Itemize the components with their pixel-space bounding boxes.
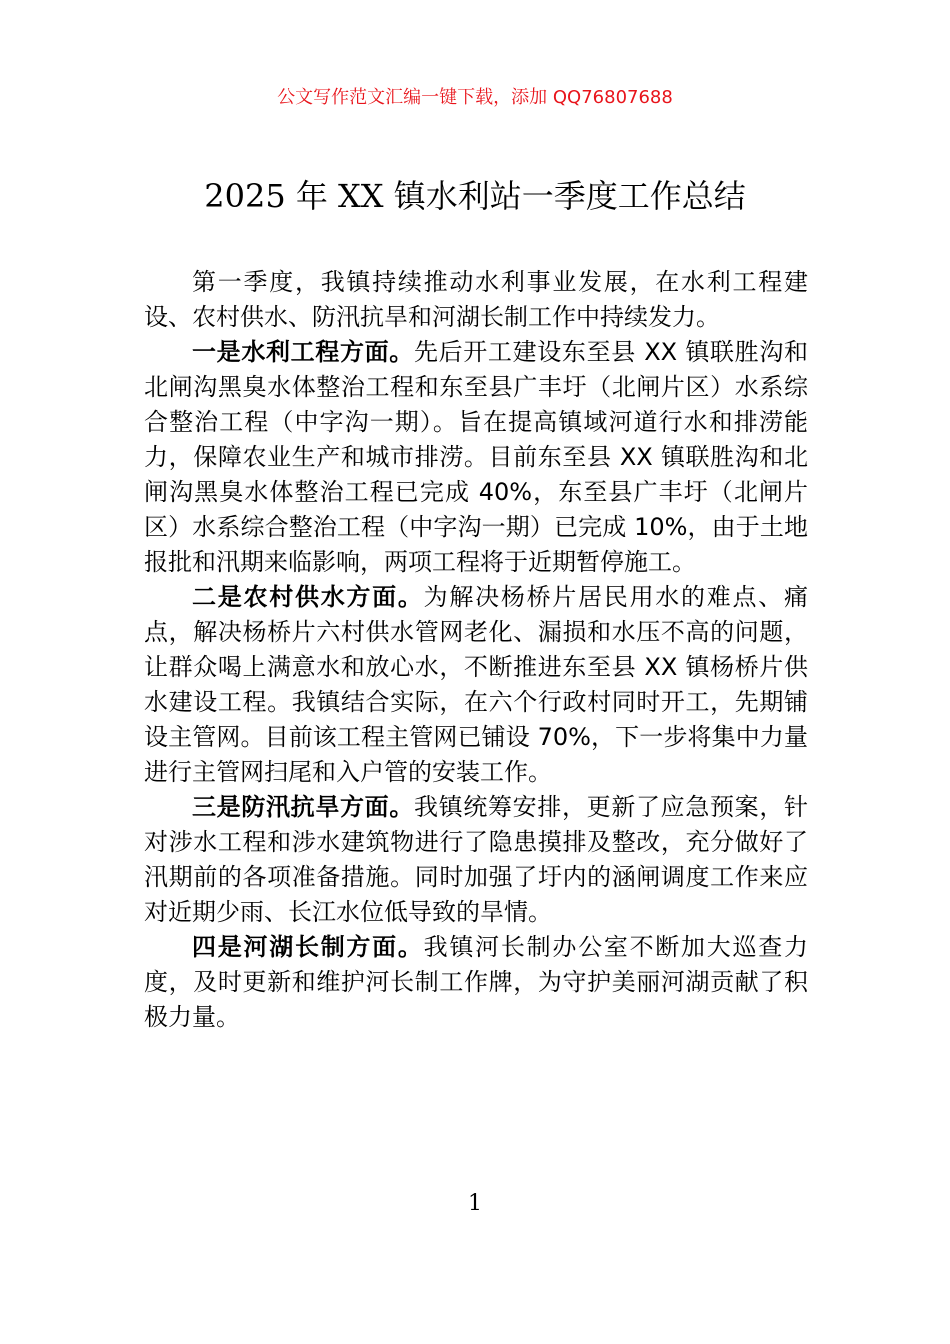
paragraph-text: 我镇河长制办公室不断加大巡查力度，及时更新和维护河长制工作牌，为守护美丽河湖贡献了积极力量。 <box>144 933 809 1031</box>
paragraph-water-projects <box>144 335 808 580</box>
page-number: 1 <box>468 1191 482 1216</box>
paragraph-lead: 三是防汛抗旱方面。 <box>192 793 414 821</box>
paragraph-lead: 一是水利工程方面。 <box>192 338 414 366</box>
header-download-note: 公文写作范文汇编一键下载，添加 QQ76807688 <box>277 87 673 108</box>
paragraph-lead: 二是农村供水方面。 <box>192 583 424 611</box>
paragraph-text: 先后开工建设东至县 XX 镇联胜沟和北闸沟黑臭水体整治工程和东至县广丰圩（北闸片区）水系综合整治工程（中字沟一期）。旨在提高镇域河道行水和排涝能力，保障农业生产和城市排涝。目前东至县 XX 镇联胜沟和北闸沟黑臭水体整治工程已完成 40%，东至县广丰圩（北闸片区）水系综合整治工程（中字沟一期）已完成 10%，由于土地报批和汛期来临影响，两项工程将于近期暂停施工。 <box>144 338 809 576</box>
paragraph-text: 第一季度，我镇持续推动水利事业发展，在水利工程建设、农村供水、防汛抗旱和河湖长制工作中持续发力。 <box>144 268 808 331</box>
paragraph-flood-drought <box>144 790 808 930</box>
paragraph-rural-water-supply <box>144 580 808 790</box>
paragraph-river-chief <box>144 930 808 1035</box>
paragraph-lead: 四是河湖长制方面。 <box>192 933 424 961</box>
paragraph-text: 我镇统筹安排，更新了应急预案，针对涉水工程和涉水建筑物进行了隐患摸排及整改，充分做好了汛期前的各项准备措施。同时加强了圩内的涵闸调度工作来应对近期少雨、长江水位低导致的旱情。 <box>144 793 808 926</box>
document-title: 2025 年 XX 镇水利站一季度工作总结 <box>204 177 746 215</box>
paragraph-text: 为解决杨桥片居民用水的难点、痛点，解决杨桥片六村供水管网老化、漏损和水压不高的问题，让群众喝上满意水和放心水，不断推进东至县 XX 镇杨桥片供水建设工程。我镇结合实际，在六个行政村同时开工，先期铺设主管网。目前该工程主管网已铺设 70%，下一步将集中力量进行主管网扫尾和入户管的安装工作。 <box>144 583 809 786</box>
document-body <box>144 265 808 1035</box>
paragraph-intro <box>144 265 808 335</box>
